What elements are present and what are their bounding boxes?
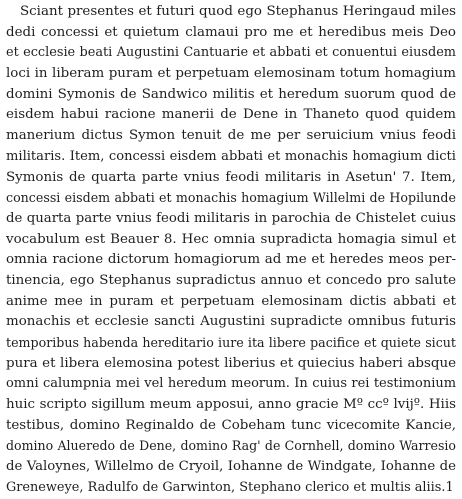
text-line: tinencia, ego Stephanus supradictus annuo et concedo pro salute: [6, 272, 456, 288]
text-line: temporibus habenda hereditario iure ita libere pacifice et quiete sicut: [6, 335, 456, 350]
text-line: omnia racione dictorum homagiorum ad me et heredes meos per-: [6, 252, 456, 268]
text-line: loci in liberam puram et perpetuam elemosinam totum homagium: [6, 66, 456, 82]
text-line: militaris. Item, concessi eisdem abbati et monachis homagium dicti: [6, 148, 456, 164]
text-line: testibus, domino Reginaldo de Cobeham tunc vicecomite Kancie,: [6, 417, 456, 433]
text-line: de Valoynes, Willelmo de Cryoil, Iohanne de Windgate, Iohanne de: [6, 459, 456, 475]
text-line: Sciant presentes et futuri quod ego Stephanus Heringaud miles: [20, 4, 456, 19]
text-line: huic scripto sigillum meum apposui, anno gracie Mº ccº lvijº. Hiis: [6, 397, 456, 413]
text-line: monachis et ecclesie sancti Augustini supradicte omnibus futuris: [6, 314, 456, 330]
text-line: manerium dictus Symon tenuit de me per seruicium vnius feodi: [6, 128, 456, 144]
text-line: anime mee in puram et perpetuam elemosinam dictis abbati et: [6, 293, 456, 309]
charter-text: [6, 2, 456, 499]
text-line: de quarta parte vnius feodi militaris in parochia de Chistelet cuius: [6, 210, 456, 226]
text-line: vocabulum est Beauer 8. Hec omnia supradicta homagia simul et: [6, 231, 456, 247]
text-line: domini Symonis de Sandwico militis et heredum suorum quod de: [6, 86, 456, 102]
text-line: omni calumpnia mei vel heredum meorum. In cuius rei testimonium: [6, 376, 456, 392]
text-line: concessi eisdem abbati et monachis homagium Willelmi de Hopilunde: [6, 190, 456, 206]
text-line: pura et libera elemosina potest liberius et quiecius haberi absque: [6, 355, 456, 371]
text-line: domino Alueredo de Dene, domino Rag' de Cornhell, domino Warresio: [6, 438, 456, 454]
text-line: eisdem habui racione manerii de Dene in Thaneto quod quidem: [6, 107, 456, 123]
text-line: et ecclesie beati Augustini Cantuarie et abbati et conuentui eiusdem: [6, 45, 456, 61]
text-line: Symonis de quarta parte vnius feodi militaris in Asetun' 7. Item,: [6, 169, 456, 185]
text-line: Greneweye, Radulfo de Garwinton, Stephano clerico et multis aliis.1: [6, 479, 454, 495]
text-line: dedi concessi et quietum clamaui pro me et heredibus meis Deo: [6, 24, 456, 40]
